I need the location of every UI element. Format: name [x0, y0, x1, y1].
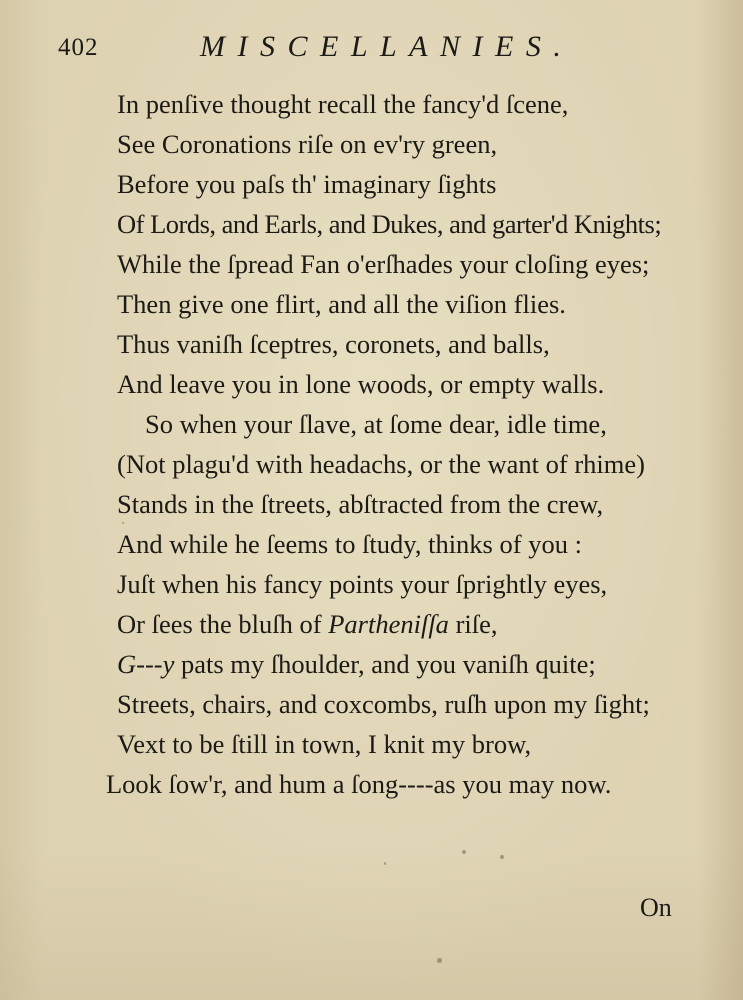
- poem-line: And leave you in lone woods, or empty walls.: [117, 369, 605, 399]
- paper-speck: [500, 855, 504, 859]
- poem-line: Stands in the ſtreets, abſtracted from the crew,: [117, 489, 604, 519]
- poem-line: Before you paſs th' imaginary ſights: [117, 169, 497, 199]
- poem-line: While the ſpread Fan o'erſhades your cloſing eyes;: [117, 249, 650, 279]
- poem-line: Vext to be ſtill in town, I knit my brow,: [117, 729, 532, 759]
- paper-speck: [122, 522, 124, 524]
- poem-line: Juſt when his fancy points your ſprightly eyes,: [117, 569, 608, 599]
- poem-line: G---y pats my ſhoulder, and you vaniſh quite;: [117, 649, 596, 679]
- poem-line: Or ſees the bluſh of Partheniſſa riſe,: [117, 609, 498, 639]
- paper-speck: [462, 850, 466, 854]
- poem-line: Of Lords, and Earls, and Dukes, and garter'd Knights;: [117, 209, 662, 239]
- poem-line: See Coronations riſe on ev'ry green,: [117, 129, 498, 159]
- poem-line: In penſive thought recall the fancy'd ſcene,: [117, 89, 569, 119]
- poem-line: Streets, chairs, and coxcombs, ruſh upon my ſight;: [117, 689, 650, 719]
- paper-speck: [437, 958, 442, 963]
- page-number: 402: [58, 34, 99, 61]
- paper-speck: [384, 862, 386, 865]
- poem-line: Thus vaniſh ſceptres, coronets, and balls,: [117, 329, 550, 359]
- catchword: On: [640, 893, 672, 922]
- poem-line: Then give one flirt, and all the viſion flies.: [117, 289, 566, 319]
- italic-name: Partheniſſa: [328, 609, 449, 639]
- running-head: MISCELLANIES.: [200, 30, 574, 63]
- poem-line: (Not plagu'd with headachs, or the want of rhime): [117, 449, 645, 479]
- italic-name: G---y: [117, 649, 175, 679]
- poem-line: So when your ſlave, at ſome dear, idle time,: [145, 409, 607, 439]
- poem-line: Look ſow'r, and hum a ſong----as you may now.: [106, 769, 612, 799]
- poem-line: And while he ſeems to ſtudy, thinks of you :: [117, 529, 582, 559]
